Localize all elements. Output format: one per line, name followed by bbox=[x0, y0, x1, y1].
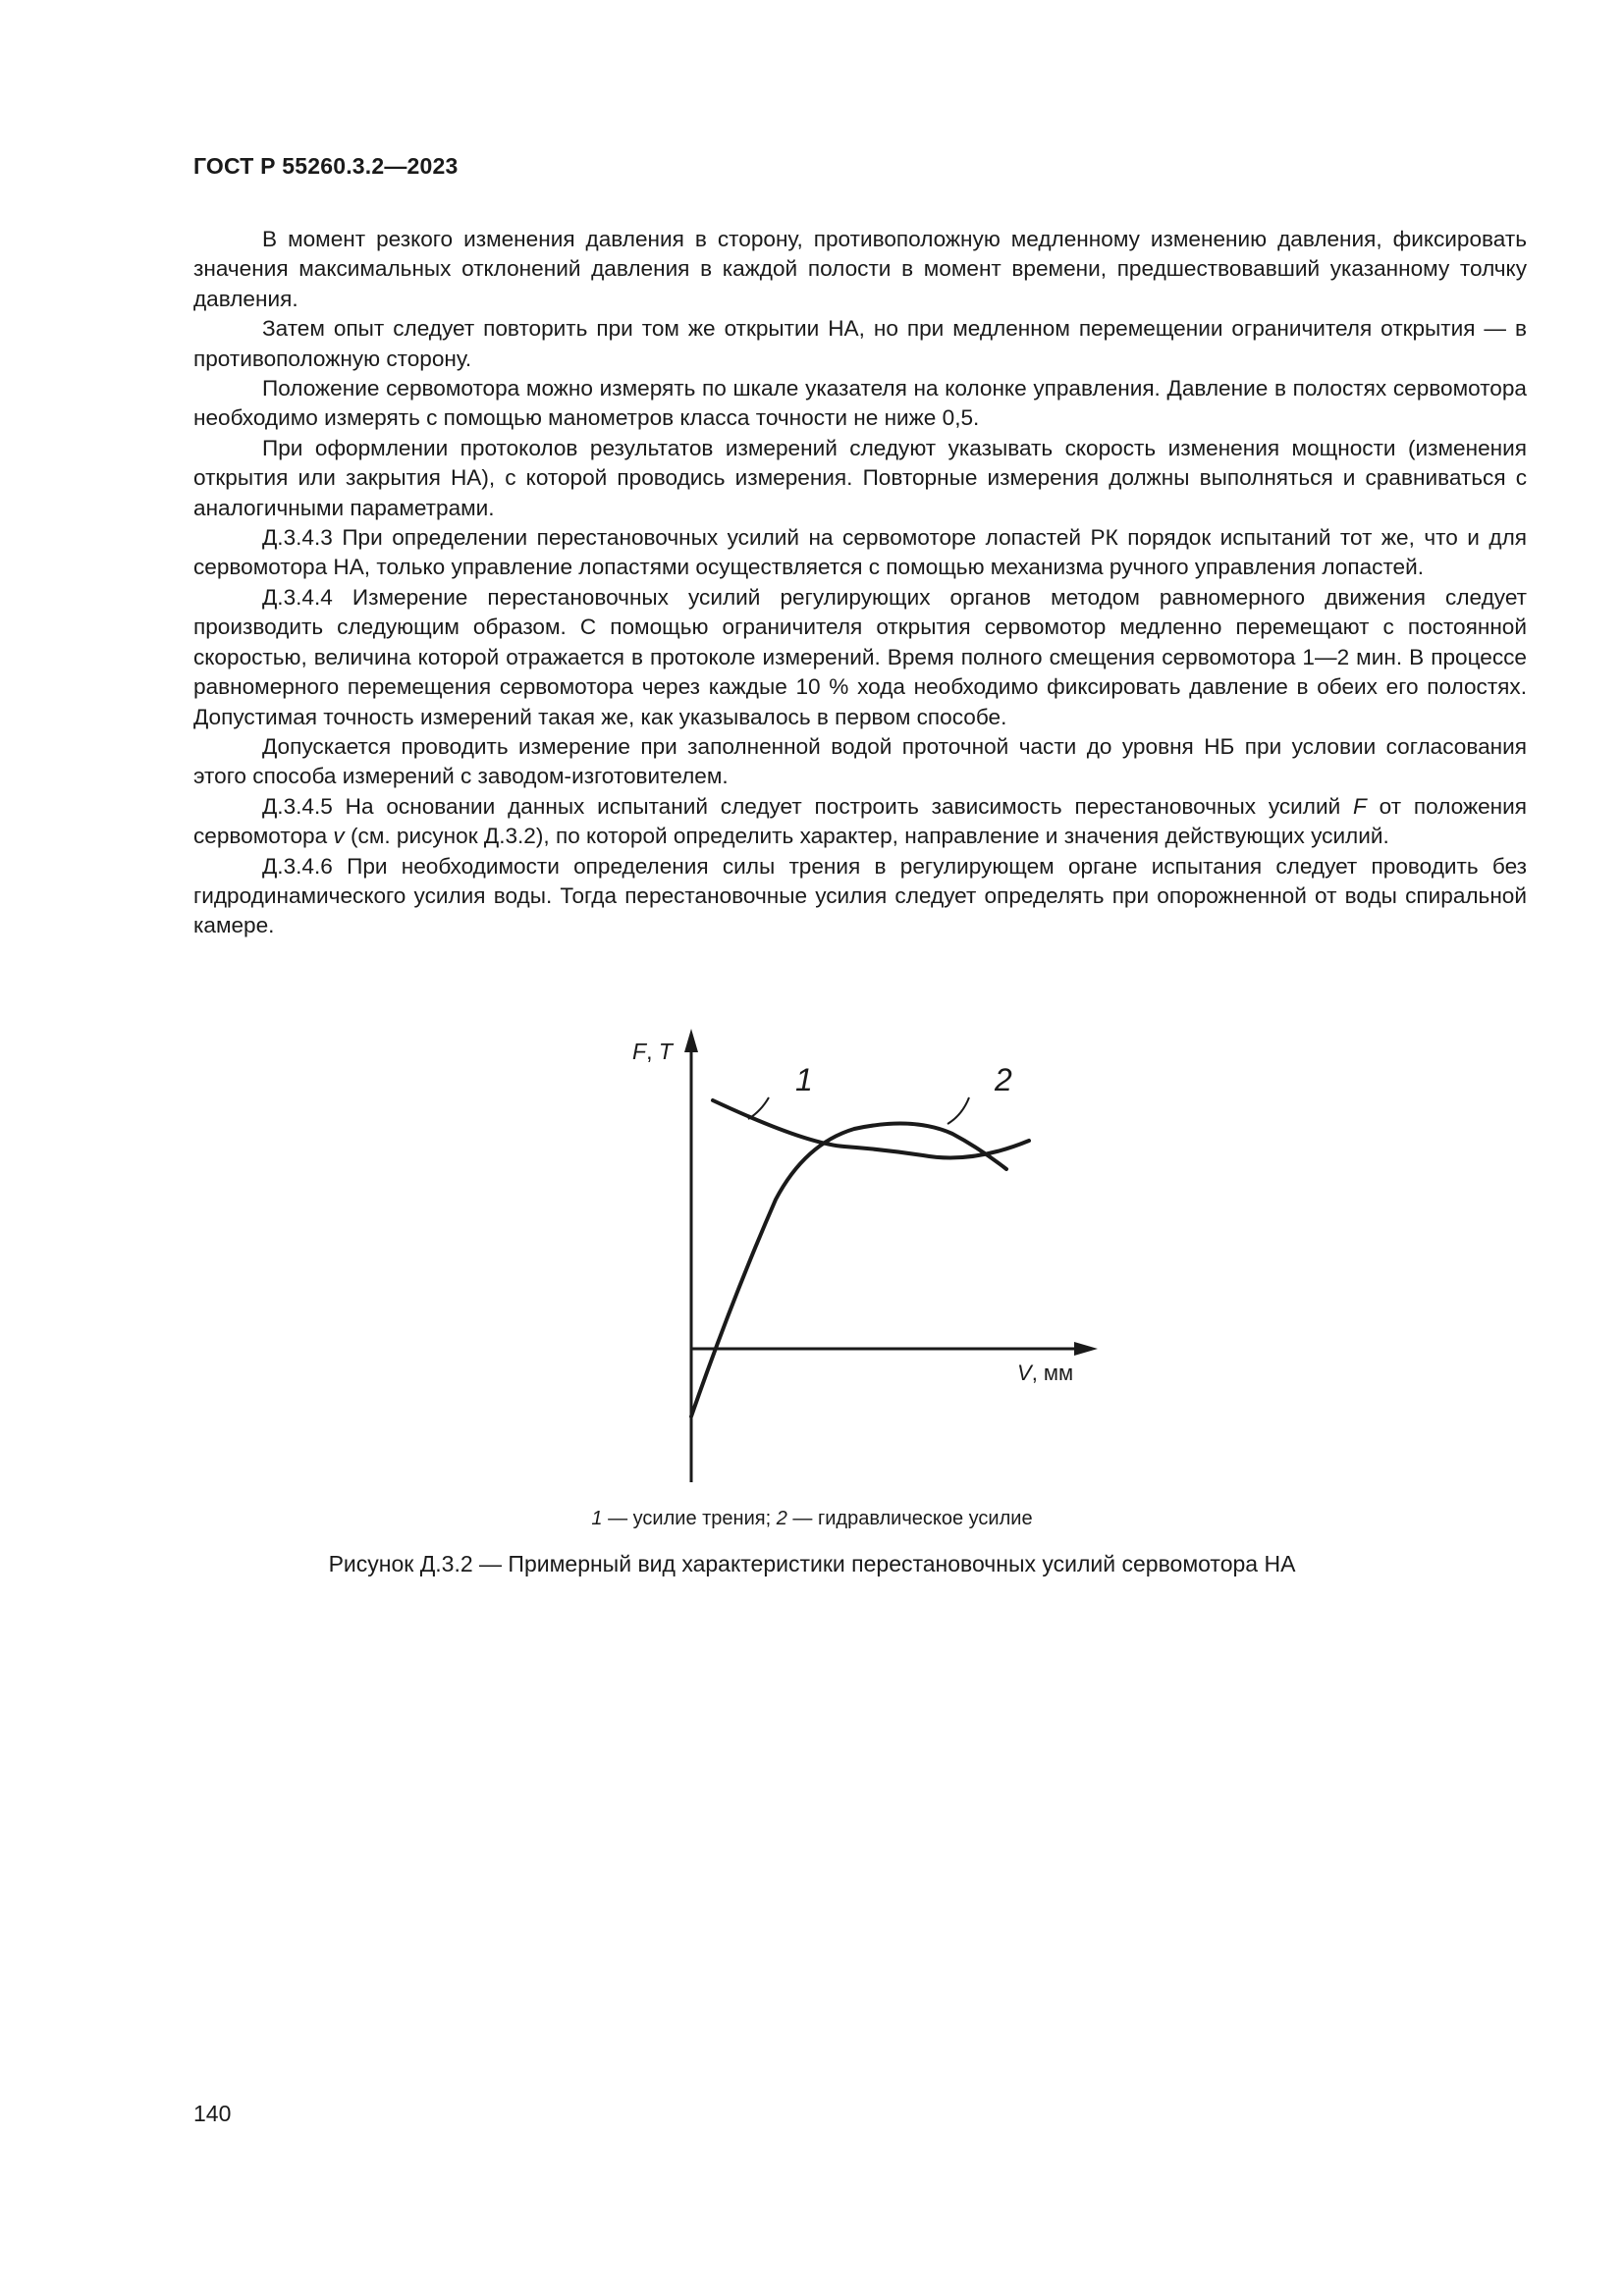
y-axis-arrow-icon bbox=[684, 1029, 698, 1052]
paragraph: Положение сервомотора можно измерять по шкале указателя на колонке управления. Давление в полостях сервомотора необходимо измерять с помощью манометров класса точности не ниже 0,5. bbox=[193, 376, 1527, 431]
x-axis-arrow-icon bbox=[1074, 1342, 1098, 1356]
page-number: 140 bbox=[193, 2101, 232, 2126]
legend-text-2: — гидравлическое усилие bbox=[786, 1508, 1033, 1529]
curve-1-label bbox=[795, 1062, 813, 1098]
x-axis-label bbox=[1017, 1361, 1073, 1386]
paragraph: Д.3.4.6 При необходимости определения силы трения в регулирующем органе испытания следует проводить без гидродинамического усилия воды. Тогда перестановочные усилия следует определять при опорожненной от воды спиральной камере. bbox=[193, 853, 1527, 938]
paragraph: Затем опыт следует повторить при том же открытии НА, но при медленном перемещении ограничителя открытия — в противоположную сторону. bbox=[193, 316, 1527, 371]
figure-force-characteristic bbox=[589, 1021, 1100, 1492]
paragraph: Д.3.4.3 При определении перестановочных усилий на сервомоторе лопастей РК порядок испытаний тот же, что и для сервомотора НА, только управление лопастями осуществляется с помощью механизма ручного управления лопастей. bbox=[193, 525, 1527, 580]
curve-2-label bbox=[995, 1062, 1012, 1098]
paragraph: Допускается проводить измерение при заполненной водой проточной части до уровня НБ при условии согласования этого способа измерений с заводом-изготовителем. bbox=[193, 733, 1527, 789]
legend-text-1: — усилие трения; bbox=[602, 1508, 777, 1529]
figure-legend bbox=[0, 1508, 1624, 1530]
variable-f: F bbox=[1353, 793, 1367, 819]
y-axis-var-t: T bbox=[658, 1039, 673, 1064]
curve-hydraulic-force bbox=[691, 1124, 1006, 1416]
curve-2-leader-line bbox=[947, 1097, 969, 1124]
paragraph-text: от положения сервомотора bbox=[193, 793, 1527, 849]
figure-caption: Рисунок Д.3.2 — Примерный вид характеристики перестановочных усилий сервомотора НА bbox=[328, 1551, 1296, 1576]
curve-2-number: 2 bbox=[995, 1062, 1012, 1097]
y-axis-var-f: F bbox=[632, 1039, 647, 1064]
legend-number-2: 2 bbox=[776, 1508, 787, 1529]
y-axis-separator: , bbox=[646, 1039, 659, 1064]
y-axis-label bbox=[632, 1039, 673, 1065]
paragraph: При оформлении протоколов результатов измерений следуют указывать скорость изменения мощности (изменения открытия или закрытия НА), с которой проводись измерения. Повторные измерения должны выполняться и сравниваться с аналогичными параметрами. bbox=[193, 435, 1527, 520]
variable-v: v bbox=[333, 824, 345, 849]
paragraph-text: Д.3.4.5 На основании данных испытаний следует построить зависимость перестановочных усилий bbox=[262, 793, 1354, 819]
curve-1-leader-line bbox=[748, 1097, 769, 1119]
x-axis-var-v: V bbox=[1017, 1361, 1032, 1385]
figure-diagram bbox=[589, 1021, 1100, 1492]
body-text bbox=[193, 225, 1527, 941]
paragraph: Д.3.4.4 Измерение перестановочных усилий регулирующих органов методом равномерного движения следует производить следующим образом. С помощью ограничителя открытия сервомотор медленно перемещают с постоянной скоростью, величина которой отражается в протоколе измерений. Время полного смещения сервомотора 1—2 мин. В процессе равномерного перемещения сервомотора через каждые 10 % хода необходимо фиксировать давление в обеих его полостях. Допустимая точность измерений такая же, как указывалось в первом способе. bbox=[193, 584, 1527, 729]
document-header: ГОСТ Р 55260.3.2—2023 bbox=[193, 153, 459, 179]
curve-1-number: 1 bbox=[795, 1062, 813, 1097]
paragraph bbox=[193, 792, 1527, 852]
paragraph: В момент резкого изменения давления в сторону, противоположную медленному изменению давления, фиксировать значения максимальных отклонений давления в каждой полости в момент времени, предшествовавший указанному толчку давления. bbox=[193, 227, 1527, 311]
x-axis-unit: , мм bbox=[1031, 1361, 1074, 1385]
legend-number-1: 1 bbox=[591, 1508, 603, 1529]
paragraph-text: (см. рисунок Д.3.2), по которой определить характер, направление и значения действующих усилий. bbox=[344, 824, 1389, 849]
